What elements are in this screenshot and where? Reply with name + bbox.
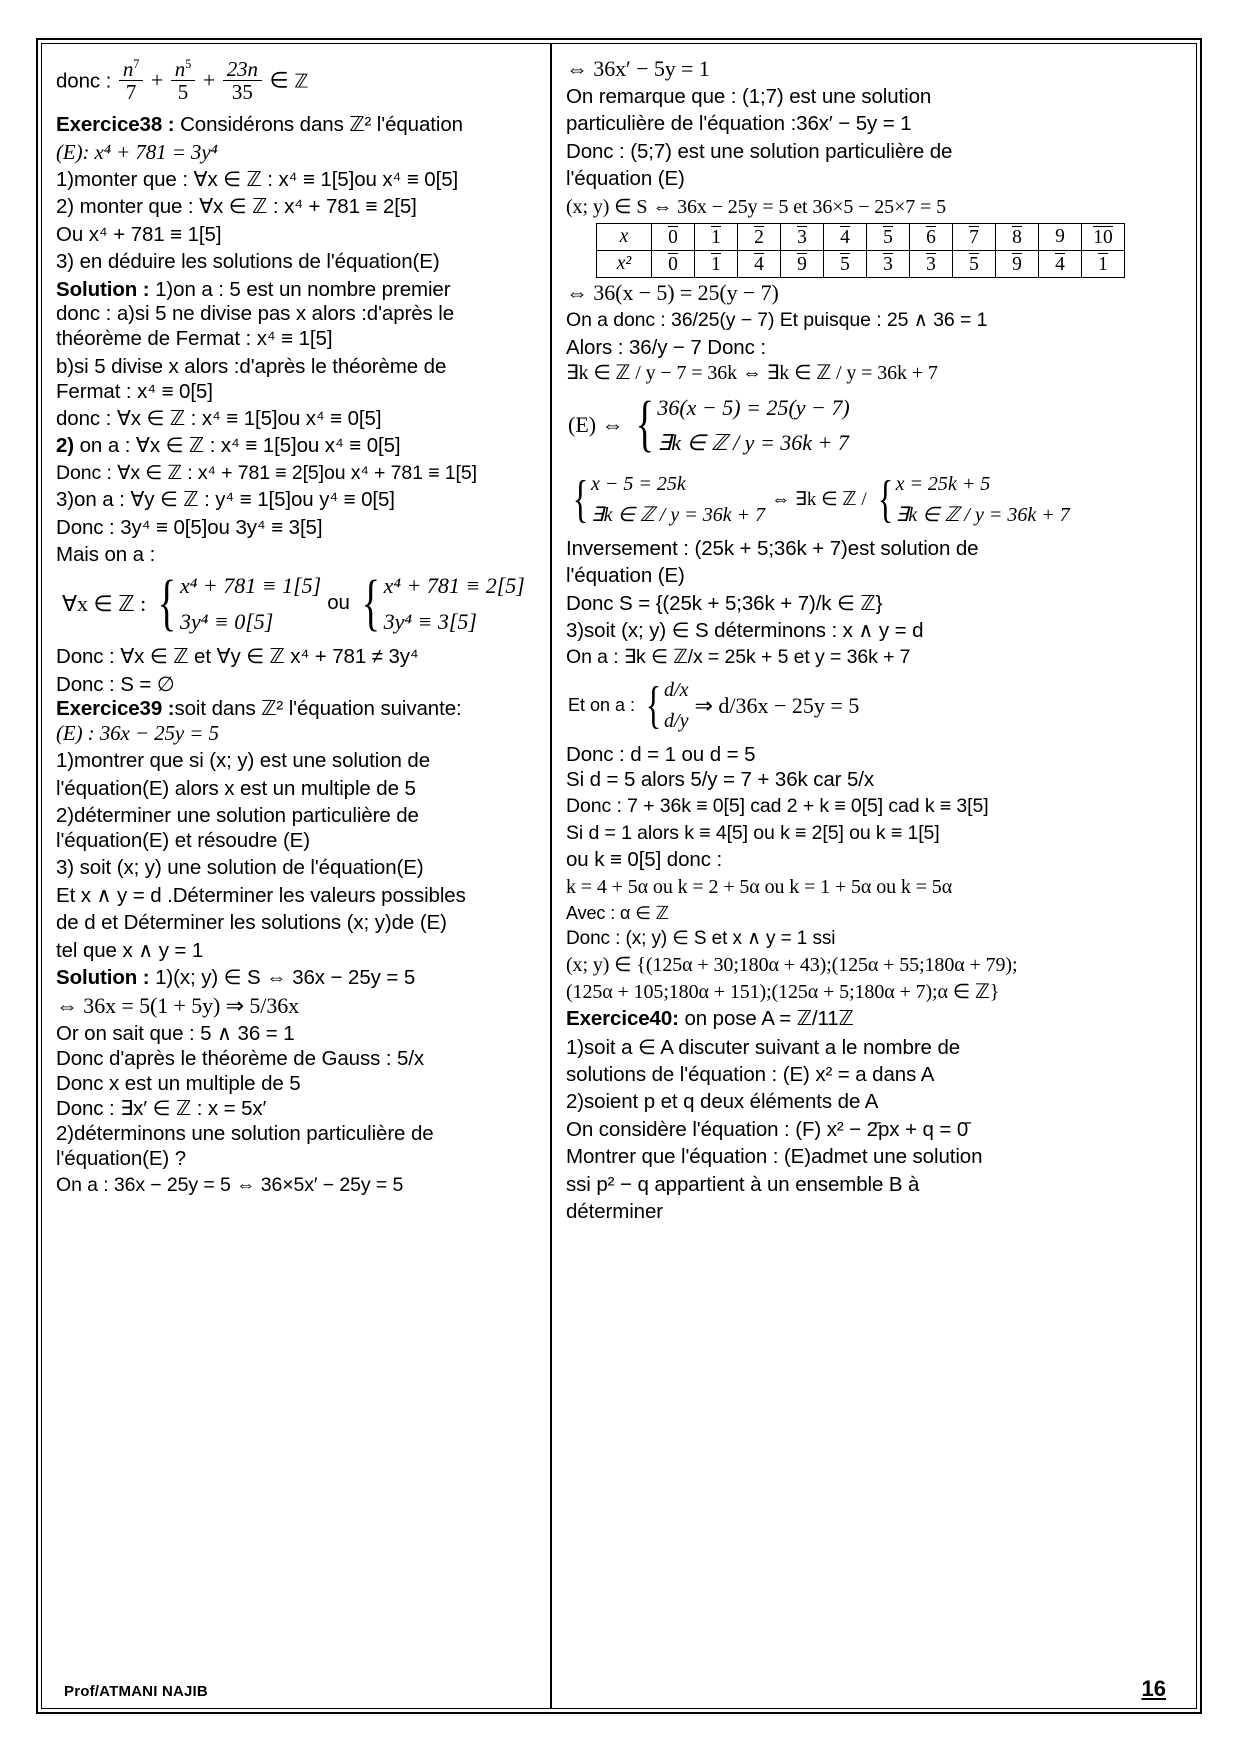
system-divisibility — [568, 675, 1188, 737]
table-cell-x2-10: 1 — [1082, 251, 1125, 278]
question-3: 3) en déduire les solutions de l'équation(E) — [56, 250, 440, 274]
step-2-text: on a : ∀x ∈ ℤ : x⁴ ≡ 1[5]ou x⁴ ≡ 0[5] — [74, 434, 401, 458]
system-E-row-1: 36(x − 5) = 25(y − 7) — [657, 394, 850, 420]
table-cell-x-5: 5 — [867, 224, 910, 251]
ex39-question-3a: 3) soit (x; y) une solution de l'équation(E) — [56, 856, 424, 880]
question-1: 1)monter que : ∀x ∈ ℤ : x⁴ ≡ 1[5]ou x⁴ ≡ 0[5] — [56, 167, 459, 191]
left-brace-icon: { — [157, 568, 177, 637]
system-divides-rows — [662, 675, 688, 737]
table-cell-x-2: 2 — [738, 224, 781, 251]
system-divides-brace-icon: { — [645, 677, 662, 735]
table-cell-x2-7: 5 — [953, 251, 996, 278]
r-si-d-5: Si d = 5 alors 5/y = 7 + 36k car 5/x — [566, 767, 875, 791]
r-solution-set-line1: (x; y) ∈ {(125α + 30;180α + 43);(125α + 55;180α + 79); — [566, 953, 1018, 976]
right-column — [550, 44, 1196, 1708]
r-alors-36: Alors : 36/y − 7 Donc : — [566, 335, 766, 359]
mais-on-a-label: Mais on a : — [56, 543, 156, 567]
solution-2-conclusion: Donc : ∀x ∈ ℤ : x⁴ + 781 ≡ 2[5]ou x⁴ + 781 ≡ 1[5] — [56, 461, 477, 484]
table-cell-x-0: 0 — [652, 224, 695, 251]
table-cell-x2-5: 3 — [867, 251, 910, 278]
table-row-x2 — [597, 251, 1125, 278]
page-number: 16 — [1141, 1676, 1166, 1701]
ex39-solution-text: 1)(x; y) ∈ S ⇔ 36x − 25y = 5 — [149, 966, 416, 990]
table-row-x — [597, 224, 1125, 251]
ex39-question-1b: l'équation(E) alors x est un multiple de 5 — [56, 776, 416, 800]
system-left2-row-1: x − 5 = 25k — [590, 472, 686, 495]
table-cell-x-8: 8 — [996, 224, 1039, 251]
solution-1a: donc : a)si 5 ne divise pas x alors :d'après le — [56, 302, 455, 326]
ex39-solution-heading — [56, 968, 542, 989]
system-left2-brace-icon: { — [572, 471, 589, 529]
r-particular-solution-eq: particulière de l'équation :36x′ − 5y = 1 — [566, 112, 912, 136]
exercice38-text: Considérons dans ℤ² l'équation — [174, 112, 463, 136]
r-solution-set-S: Donc S = {(25k + 5;36k + 7)/k ∈ ℤ} — [566, 591, 883, 615]
table-header-x: x — [597, 224, 652, 251]
ex40-equation-F: On considère l'équation : (F) x² − 2̄px + q = 0̄ — [566, 1117, 969, 1141]
forall-x-prefix: ∀x ∈ ℤ : — [62, 590, 147, 616]
r-si-d-1: Si d = 1 alors k ≡ 4[5] ou k ≡ 2[5] ou k ≡ 1[5] — [566, 821, 940, 844]
modulo-table — [596, 223, 1125, 278]
r-membership-eq: (x; y) ∈ S ⇔ 36x − 25y = 5 et 36×5 − 25×7 = 5 — [566, 195, 947, 218]
exercice40-heading — [566, 1006, 1188, 1030]
brace-system-right-2 — [873, 469, 1070, 531]
ex39-solution-label: Solution : — [56, 966, 150, 990]
system-divides-row-2: d/y — [664, 709, 689, 732]
implies-d-divides: ⇒ d/36x − 25y = 5 — [694, 692, 860, 718]
question-2b: Ou x⁴ + 781 ≡ 1[5] — [56, 222, 222, 246]
solution-1b: b)si 5 divise x alors :d'après le théorème de — [56, 354, 447, 378]
E-equivalence-prefix: (E) ⇔ — [568, 412, 624, 438]
system-divides-row-1: d/x — [664, 678, 689, 701]
ex39-question-3b: Et x ∧ y = d .Déterminer les valeurs possibles — [56, 883, 466, 907]
solution-2-line — [56, 436, 542, 457]
solution-fermat-2: Fermat : x⁴ ≡ 0[5] — [56, 379, 213, 403]
donc-empty-set: Donc : S = ∅ — [56, 672, 175, 696]
r-exists-k: ∃k ∈ ℤ / y − 7 = 36k ⇔ ∃k ∈ ℤ / y = 36k + 7 — [566, 361, 938, 384]
author-credit: Prof/ATMANI NAJIB — [64, 1683, 208, 1700]
two-column-layout — [42, 44, 1196, 1708]
ex39-question-2a: 2)déterminer une solution particulière de — [56, 804, 419, 828]
r-inversement: Inversement : (25k + 5;36k + 7)est solution de — [566, 536, 979, 560]
table-cell-x-1: 1 — [695, 224, 738, 251]
system-right2-rows — [894, 469, 1070, 531]
system-E-rows — [655, 390, 849, 461]
brace-system-divides — [641, 675, 688, 737]
solution-fermat-1: théorème de Fermat : x⁴ ≡ 1[5] — [56, 327, 333, 351]
table-cell-x2-6: 3 — [910, 251, 953, 278]
brace-system-right — [356, 568, 525, 639]
ex40-question-1b: solutions de l'équation : (E) x² = a dans A — [566, 1063, 935, 1086]
plus-sign-1: + — [150, 67, 164, 93]
table-cell-x-9: 9 — [1039, 224, 1082, 251]
exercice38-heading — [56, 112, 542, 136]
ex39-question-1a: 1)montrer que si (x; y) est une solution de — [56, 749, 430, 773]
ex39-gcd-note: Or on sait que : 5 ∧ 36 = 1 — [56, 1022, 295, 1046]
brace-system-left-2 — [568, 469, 765, 531]
integer-set-symbol: ℤ — [294, 70, 309, 93]
system-E-equivalence — [568, 390, 1188, 461]
system-right-row-1: x⁴ + 781 ≡ 2[5] — [383, 572, 525, 598]
system-E-row-2: ∃k ∈ ℤ / y = 36k + 7 — [657, 430, 849, 456]
solution-1-conclusion: donc : ∀x ∈ ℤ : x⁴ ≡ 1[5]ou x⁴ ≡ 0[5] — [56, 407, 382, 431]
system-left-rows — [178, 568, 321, 639]
r-eq-36xprime: ⇔ 36x′ − 5y = 1 — [566, 56, 710, 81]
document-page — [36, 38, 1202, 1714]
r-avec-alpha: Avec : α ∈ ℤ — [566, 903, 669, 924]
ex39-step2b: l'équation(E) ? — [56, 1146, 187, 1170]
r-donc-congruence: Donc : 7 + 36k ≡ 0[5] cad 2 + k ≡ 0[5] cad k ≡ 3[5] — [566, 795, 989, 818]
system-right2-row-1: x = 25k + 5 — [895, 472, 991, 495]
exercice39-label: Exercice39 : — [56, 696, 175, 720]
page-footer — [42, 1672, 1196, 1702]
fraction-23n-over-35: $\frac{23n}{35}$ — [223, 58, 262, 105]
exercice38-label: Exercice38 : — [56, 112, 175, 136]
table-cell-x2-1: 1 — [695, 251, 738, 278]
table-cell-x-10: 10 — [1082, 224, 1125, 251]
r-on-a-exists-k: On a : ∃k ∈ ℤ/x = 25k + 5 et y = 36k + 7 — [566, 646, 911, 669]
ex39-question-3c: de d et Déterminer les solutions (x; y)de (E) — [56, 911, 447, 935]
r-question3-start: 3)soit (x; y) ∈ S déterminons : x ∧ y = d — [566, 619, 924, 643]
table-cell-x2-9: 4 — [1039, 251, 1082, 278]
system-solution-pair — [568, 469, 1188, 531]
donc-inequality: Donc : ∀x ∈ ℤ et ∀y ∈ ℤ x⁴ + 781 ≠ 3y⁴ — [56, 645, 419, 669]
system-right-rows — [382, 568, 525, 639]
system-left-row-1: x⁴ + 781 ≡ 1[5] — [179, 572, 322, 598]
exercice39-text: soit dans ℤ² l'équation suivante: — [174, 696, 462, 720]
line-donc-fraction — [56, 58, 542, 105]
system-left2-rows — [589, 469, 765, 531]
ex39-multiple-of-5: Donc x est un multiple de 5 — [56, 1072, 301, 1096]
ex40-question-1a: 1)soit a ∈ A discuter suivant a le nombre de — [566, 1035, 961, 1059]
ou-connector: ou — [327, 591, 350, 615]
ex40-question-2a: 2)soient p et q deux éléments de A — [566, 1090, 879, 1114]
system-left-row-2: 3y⁴ ≡ 0[5] — [179, 608, 274, 634]
page-inner-border — [41, 43, 1197, 1709]
system-right2-row-2: ∃k ∈ ℤ / y = 36k + 7 — [895, 503, 1070, 526]
r-equation-E-ref: l'équation (E) — [566, 167, 685, 191]
system-right2-brace-icon: { — [877, 471, 893, 529]
fraction-n7-over-7: $\frac{n^7}{7}$ — [119, 58, 143, 105]
system-E-brace-icon: { — [635, 390, 654, 459]
system-left2-row-2: ∃k ∈ ℤ / y = 36k + 7 — [590, 503, 766, 526]
table-cell-x2-4: 5 — [824, 251, 867, 278]
exercice40-text: on pose A = ℤ/11ℤ — [678, 1006, 854, 1030]
table-cell-x2-3: 9 — [781, 251, 824, 278]
table-cell-x2-2: 4 — [738, 251, 781, 278]
question-2: 2) monter que : ∀x ∈ ℤ : x⁴ + 781 ≡ 2[5] — [56, 195, 417, 219]
member-of-symbol: ∈ — [269, 67, 289, 93]
ex39-step2-eq: On a : 36x − 25y = 5 ⇔ 36×5x′ − 25y = 5 — [56, 1174, 404, 1197]
fraction-n5-over-5: $\frac{n^5}{5}$ — [171, 58, 195, 105]
solution-label: Solution : — [56, 277, 150, 301]
ex39-question-3d: tel que x ∧ y = 1 — [56, 938, 204, 962]
step-2-label: 2) — [56, 434, 75, 458]
r-donc-ssi: Donc : (x; y) ∈ S et x ∧ y = 1 ssi — [566, 928, 836, 950]
solution-3y4-line: Donc : 3y⁴ ≡ 0[5]ou 3y⁴ ≡ 3[5] — [56, 515, 323, 539]
solution-text: 1)on a : 5 est un nombre premier — [149, 277, 451, 301]
left-column — [42, 44, 550, 1708]
ex39-step2a: 2)déterminons une solution particulière de — [56, 1122, 434, 1146]
et-on-a-label: Et on a : — [568, 695, 636, 716]
solution-heading — [56, 277, 542, 301]
table-cell-x2-8: 9 — [996, 251, 1039, 278]
table-header-x2: x² — [597, 251, 652, 278]
table-cell-x-4: 4 — [824, 224, 867, 251]
plus-sign-2: + — [202, 67, 216, 93]
r-equation-E-ref2: l'équation (E) — [566, 564, 685, 588]
r-remark-solution: On remarque que : (1;7) est une solution — [566, 84, 932, 108]
donc-label: donc : — [56, 69, 112, 93]
ex39-question-2b: l'équation(E) et résoudre (E) — [56, 829, 310, 853]
ex40-ssi: ssi p² − q appartient à un ensemble B à — [566, 1172, 920, 1196]
equation-E-definition: (E): x⁴ + 781 = 3y⁴ — [56, 139, 218, 164]
exercice40-label: Exercice40: — [566, 1006, 679, 1030]
system-of-congruences-1 — [62, 568, 542, 639]
table-cell-x-3: 3 — [781, 224, 824, 251]
ex39-gauss-theorem: Donc d'après le théorème de Gauss : 5/x — [56, 1047, 425, 1071]
ex40-montrer: Montrer que l'équation : (E)admet une solution — [566, 1145, 983, 1169]
ex39-exists-xprime: Donc : ∃x′ ∈ ℤ : x = 5x′ — [56, 1097, 267, 1121]
r-k-values: k = 4 + 5α ou k = 2 + 5α ou k = 1 + 5α ou k = 5α — [566, 876, 953, 899]
r-ou-k-0: ou k ≡ 0[5] donc : — [566, 847, 723, 871]
solution-3-line: 3)on a : ∀y ∈ ℤ : y⁴ ≡ 1[5]ou y⁴ ≡ 0[5] — [56, 488, 395, 512]
right-brace-icon: { — [361, 568, 380, 637]
r-donc-d-values: Donc : d = 1 ou d = 5 — [566, 742, 756, 766]
table-cell-x-6: 6 — [910, 224, 953, 251]
r-on-a-donc: On a donc : 36/25(y − 7) Et puisque : 25 ∧ 36 = 1 — [566, 309, 988, 332]
r-factored-eq: ⇔ 36(x − 5) = 25(y − 7) — [566, 280, 779, 306]
exercice39-heading — [56, 696, 542, 720]
system-right-row-2: 3y⁴ ≡ 3[5] — [383, 608, 477, 634]
brace-system-left — [152, 568, 321, 639]
ex40-determiner: déterminer — [566, 1200, 663, 1224]
r-solution-set-line2: (125α + 105;180α + 151);(125α + 5;180α + 7);α ∈ ℤ} — [566, 980, 1000, 1003]
table-cell-x2-0: 0 — [652, 251, 695, 278]
brace-system-E — [630, 390, 850, 461]
ex39-step1-eq: ⇔ 36x = 5(1 + 5y) ⇒ 5/36x — [56, 993, 300, 1019]
table-cell-x-7: 7 — [953, 224, 996, 251]
equation-E39-definition: (E) : 36x − 25y = 5 — [56, 721, 219, 746]
r-donc-5-7: Donc : (5;7) est une solution particulière de — [566, 139, 953, 163]
equivalence-connector: ⇔ ∃k ∈ ℤ / — [771, 489, 867, 511]
